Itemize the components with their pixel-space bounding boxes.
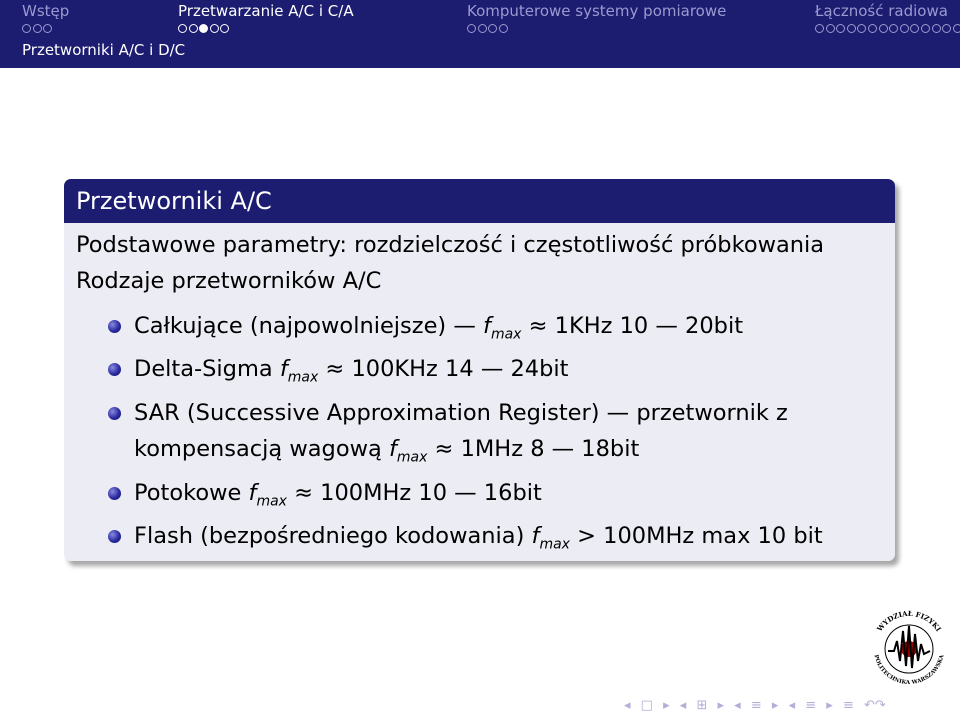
nav-dot[interactable] — [836, 24, 845, 33]
faculty-logo — [866, 606, 952, 692]
nav-dot[interactable] — [942, 24, 951, 33]
nav-dot[interactable] — [189, 24, 198, 33]
relation-symbol: ≈ — [294, 480, 313, 506]
frequency-value: 100KHz — [351, 356, 438, 382]
frequency-subscript: max — [256, 493, 287, 510]
header-bar — [0, 0, 960, 68]
nav-section-przetwarzanie[interactable]: Przetwarzanie A/C i C/A — [178, 2, 354, 20]
nav-dot-current[interactable] — [199, 24, 208, 33]
nav-dot[interactable] — [33, 24, 42, 33]
list-item — [134, 356, 568, 386]
frequency-value: 100MHz — [603, 523, 695, 549]
bullet-icon — [108, 363, 121, 376]
resolution-range: 10 — 20bit — [619, 313, 744, 339]
nav-prev-subsection-icon[interactable]: ◂ — [734, 698, 741, 713]
nav-dot[interactable] — [210, 24, 219, 33]
nav-prev-slide-icon[interactable]: ◂ — [679, 698, 687, 713]
nav-dot[interactable] — [467, 24, 476, 33]
nav-subsection-icon[interactable]: ≡ — [750, 698, 762, 713]
content-block — [64, 179, 895, 561]
nav-dot[interactable] — [921, 24, 930, 33]
bullet-icon — [108, 407, 121, 420]
nav-prev-section-icon[interactable]: ◂ — [788, 698, 796, 713]
nav-dots-lacznosc[interactable] — [815, 24, 960, 34]
bullet-icon — [108, 487, 121, 500]
logo-text-top: WYDZIAŁ FIZYKI — [874, 608, 944, 634]
item-text: Flash (bezpośredniego kodowania) — [134, 523, 525, 549]
nav-slide-icon[interactable]: ⊞ — [696, 698, 708, 713]
nav-section-komputerowe[interactable]: Komputerowe systemy pomiarowe — [467, 2, 727, 20]
relation-symbol: ≈ — [325, 356, 345, 382]
nav-dot[interactable] — [478, 24, 487, 33]
frequency-subscript: max — [539, 536, 570, 553]
relation-symbol: ≈ — [434, 436, 454, 462]
nav-dot[interactable] — [900, 24, 909, 33]
nav-dot[interactable] — [868, 24, 877, 33]
list-item — [134, 480, 542, 510]
nav-toc-icon[interactable]: ≡ — [842, 698, 854, 713]
frequency-value: 1MHz — [460, 436, 524, 462]
nav-dot[interactable] — [815, 24, 824, 33]
beamer-navigation[interactable] — [624, 698, 954, 716]
nav-next-subsection-icon[interactable]: ▸ — [771, 698, 779, 713]
nav-dot[interactable] — [499, 24, 508, 33]
frequency-symbol: f — [388, 436, 397, 462]
bullet-icon — [108, 530, 121, 543]
nav-dot[interactable] — [488, 24, 497, 33]
frequency-symbol: f — [279, 356, 288, 382]
resolution-range: 8 — 18bit — [530, 436, 640, 462]
nav-section-wstep[interactable]: Wstęp — [22, 2, 70, 20]
nav-dots-komputerowe[interactable] — [467, 24, 509, 34]
frequency-symbol: f — [531, 523, 540, 549]
logo-text-bottom: POLITECHNIKA WARSZAWSKA — [872, 654, 946, 687]
frequency-value: 1KHz — [554, 313, 613, 339]
resolution-range: 10 — 16bit — [418, 480, 542, 506]
item-text: SAR (Successive Approximation Register) — przetwornik z — [134, 400, 788, 426]
nav-next-slide-icon[interactable]: ▸ — [717, 698, 725, 713]
frequency-subscript: max — [396, 449, 428, 466]
nav-dots-przetwarzanie[interactable] — [178, 24, 231, 34]
frequency-symbol: f — [483, 313, 491, 339]
nav-dot[interactable] — [879, 24, 888, 33]
relation-symbol: > — [577, 523, 596, 549]
item-text: Całkujące (najpowolniejsze) — — [134, 313, 476, 339]
nav-dot[interactable] — [826, 24, 835, 33]
item-text: Potokowe — [134, 480, 242, 506]
resolution-range: max 10 bit — [701, 523, 823, 549]
nav-next-frame-icon[interactable]: ▸ — [663, 698, 670, 713]
nav-back-forward-icon[interactable]: ↶↷ — [864, 698, 886, 713]
block-title: Przetworniki A/C — [64, 179, 895, 223]
nav-frame-icon[interactable]: □ — [640, 698, 653, 713]
list-item — [134, 313, 743, 343]
nav-dot[interactable] — [889, 24, 898, 33]
intro-line-2: Rodzaje przetworników A/C — [76, 268, 382, 294]
block-body — [64, 223, 895, 561]
nav-dot[interactable] — [220, 24, 229, 33]
nav-section-icon[interactable]: ≡ — [805, 698, 817, 713]
item-text: Delta-Sigma — [134, 356, 273, 382]
nav-section-lacznosc[interactable]: Łączność radiowa — [815, 2, 948, 20]
subsection-title: Przetworniki A/C i D/C — [22, 41, 186, 59]
frequency-subscript: max — [490, 326, 522, 343]
resolution-range: 14 — 24bit — [445, 356, 569, 382]
nav-dots-wstep[interactable] — [22, 24, 54, 34]
list-item-continuation — [134, 436, 639, 466]
item-text: kompensacją wagową — [134, 436, 382, 462]
nav-dot[interactable] — [178, 24, 187, 33]
nav-dot[interactable] — [847, 24, 856, 33]
frequency-symbol: f — [248, 480, 257, 506]
relation-symbol: ≈ — [528, 313, 548, 339]
nav-dot[interactable] — [22, 24, 31, 33]
bullet-icon — [108, 320, 121, 333]
nav-dot[interactable] — [910, 24, 919, 33]
intro-line-1: Podstawowe parametry: rozdzielczość i częstotliwość próbkowania — [76, 232, 825, 258]
frequency-subscript: max — [287, 369, 319, 386]
nav-prev-frame-icon[interactable]: ◂ — [624, 698, 631, 713]
nav-dot[interactable] — [43, 24, 52, 33]
nav-dot[interactable] — [857, 24, 866, 33]
frequency-value: 100MHz — [320, 480, 412, 506]
list-item — [134, 400, 788, 426]
list-item — [134, 523, 823, 553]
nav-next-section-icon[interactable]: ▸ — [826, 698, 833, 713]
nav-dot[interactable] — [932, 24, 941, 33]
nav-dot[interactable] — [953, 24, 960, 33]
